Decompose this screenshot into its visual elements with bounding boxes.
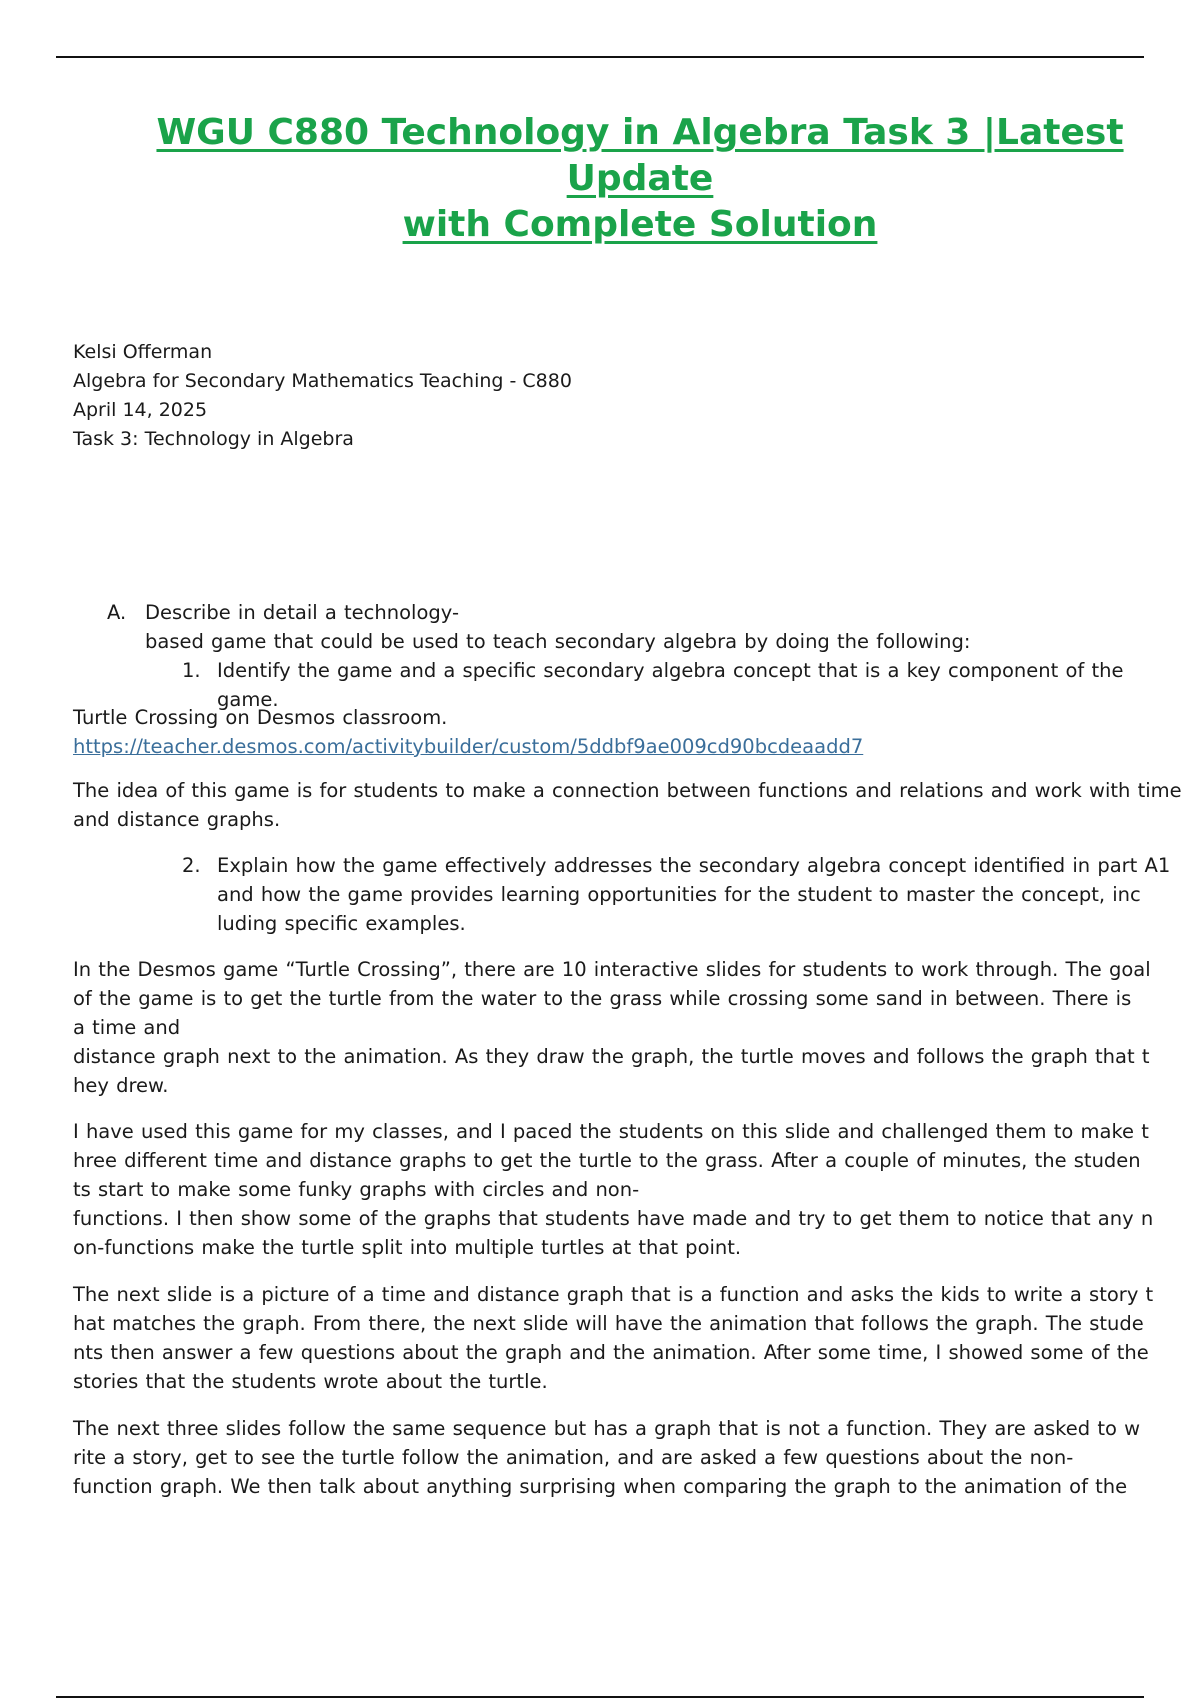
paragraph-3-line: nts then answer a few questions about the graph and the animation. After some time, I showed some of the bbox=[73, 1341, 1149, 1364]
paragraph-4-line: The next three slides follow the same sequence but has a graph that is not a function. They are asked to w bbox=[73, 1417, 1141, 1440]
question-1-number: 1. bbox=[182, 659, 201, 682]
paragraph-2-line: functions. I then show some of the graphs that students have made and try to get them to notice that any n bbox=[73, 1207, 1154, 1230]
section-a-line-1: Describe in detail a technology- bbox=[145, 601, 460, 624]
paragraph-3-line: hat matches the graph. From there, the next slide will have the animation that follows the graph. The stude bbox=[73, 1312, 1144, 1335]
document-date: April 14, 2025 bbox=[73, 399, 208, 421]
game-name: Turtle Crossing on Desmos classroom. bbox=[73, 706, 448, 729]
paragraph-2-line: on-functions make the turtle split into multiple turtles at that point. bbox=[73, 1236, 742, 1259]
answer-1-game bbox=[73, 703, 1185, 761]
desmos-activity-link[interactable]: https://teacher.desmos.com/activitybuilder/custom/5ddbf9ae009cd90bcdeaadd7 bbox=[73, 735, 864, 758]
title-line-1: WGU C880 Technology in Algebra Task 3 |Latest Update bbox=[156, 112, 1124, 199]
section-a-letter: A. bbox=[107, 601, 127, 624]
question-2-line-2: and how the game provides learning opportunities for the student to master the concept, inc bbox=[217, 883, 1141, 906]
title-line-2: with Complete Solution bbox=[402, 204, 878, 245]
paragraph-4 bbox=[73, 1414, 1185, 1501]
paragraph-2-line: ts start to make some funky graphs with circles and non- bbox=[73, 1178, 640, 1201]
question-2-number: 2. bbox=[182, 854, 201, 877]
paragraph-3-line: The next slide is a picture of a time and distance graph that is a function and asks the kids to write a story t bbox=[73, 1283, 1154, 1306]
paragraph-1-line: a time and bbox=[73, 1016, 181, 1039]
paragraph-1-line: hey drew. bbox=[73, 1074, 169, 1097]
document-meta bbox=[73, 338, 572, 454]
bottom-rule bbox=[56, 1696, 1144, 1698]
paragraph-4-line: function graph. We then talk about anything surprising when comparing the graph to the animation of the bbox=[73, 1475, 1128, 1498]
question-1-text: Identify the game and a specific secondary algebra concept that is a key component of the game. bbox=[217, 659, 1124, 711]
top-rule bbox=[56, 56, 1144, 58]
document-title bbox=[100, 110, 1180, 248]
question-2-line-3: luding specific examples. bbox=[217, 912, 466, 935]
author-name: Kelsi Offerman bbox=[73, 341, 213, 363]
task-name: Task 3: Technology in Algebra bbox=[73, 428, 354, 450]
paragraph-1-line: of the game is to get the turtle from the water to the grass while crossing some sand in between. There is bbox=[73, 987, 1132, 1010]
paragraph-3 bbox=[73, 1280, 1185, 1396]
section-a-line-2: based game that could be used to teach secondary algebra by doing the following: bbox=[145, 630, 971, 653]
paragraph-2-line: I have used this game for my classes, and I paced the students on this slide and challenged them to make t bbox=[73, 1120, 1149, 1143]
paragraph-2 bbox=[73, 1117, 1185, 1262]
paragraph-4-line: rite a story, get to see the turtle follow the animation, and are asked a few questions about the non- bbox=[73, 1446, 1074, 1469]
course-name: Algebra for Secondary Mathematics Teaching - C880 bbox=[73, 370, 572, 392]
paragraph-2-line: hree different time and distance graphs to get the turtle to the grass. After a couple of minutes, the studen bbox=[73, 1149, 1141, 1172]
paragraph-1-line: distance graph next to the animation. As they draw the graph, the turtle moves and follows the graph that t bbox=[73, 1045, 1150, 1068]
paragraph-1-line: In the Desmos game “Turtle Crossing”, there are 10 interactive slides for students to work through. The goal bbox=[73, 958, 1151, 981]
paragraph-3-line: stories that the students wrote about the turtle. bbox=[73, 1370, 548, 1393]
answer-1-idea: The idea of this game is for students to make a connection between functions and relations and work with time and distance graphs. bbox=[73, 779, 1182, 831]
question-2-line-1: Explain how the game effectively addresses the secondary algebra concept identified in part A1 bbox=[217, 854, 1171, 877]
section-a-prompt bbox=[107, 598, 1187, 656]
question-2 bbox=[182, 851, 1192, 938]
paragraph-1 bbox=[73, 955, 1185, 1100]
